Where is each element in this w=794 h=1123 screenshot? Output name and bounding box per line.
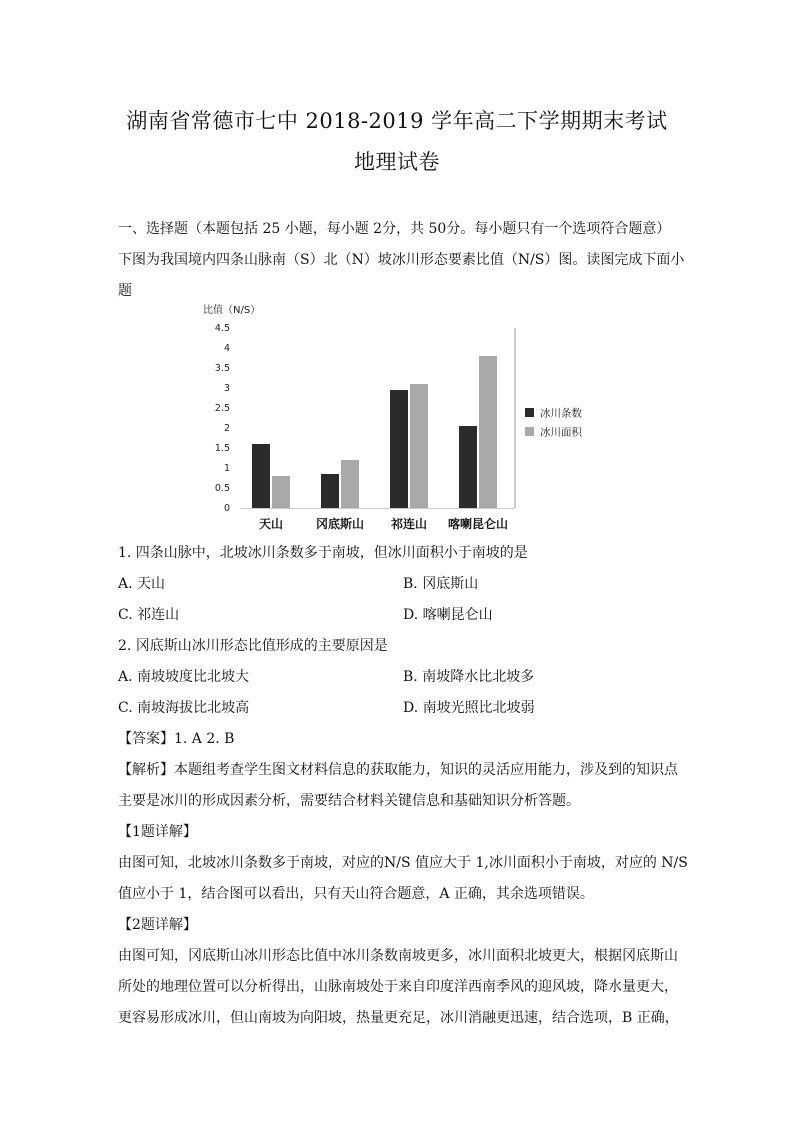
q1-option-a: A. 天山	[118, 576, 166, 592]
section-heading: 一、选择题（本题包括 25 小题，每小题 2分，共 50分。每小题只有一个选项符合题意）	[118, 221, 671, 237]
y-tick-label: 3.5	[214, 363, 230, 374]
question-1-stem: 1. 四条山脉中，北坡冰川条数多于南坡，但冰川面积小于南坡的是	[118, 545, 528, 561]
analysis-line-1: 【解析】本题组考查学生图文材料信息的获取能力，知识的灵活应用能力，涉及到的知识点	[118, 762, 678, 778]
y-tick-label: 2	[223, 423, 230, 434]
legend-swatch	[525, 408, 534, 417]
bar-glacier-area	[341, 460, 359, 508]
q2-option-a: A. 南坡坡度比北坡大	[118, 669, 250, 685]
y-tick-label: 4	[223, 343, 230, 354]
legend-label: 冰川条数	[540, 407, 582, 420]
bar-glacier-count	[252, 444, 270, 508]
analysis-line-2: 主要是冰川的形成因素分析，需要结合材料关键信息和基础知识分析答题。	[118, 793, 580, 809]
detail-2-heading: 【2题详解】	[118, 917, 197, 933]
y-tick-label: 2.5	[214, 403, 230, 414]
y-tick-label: 3	[223, 383, 230, 394]
detail-1-line-2: 值应小于 1，结合图可以看出，只有天山符合题意，A 正确，其余选项错误。	[118, 886, 594, 902]
legend-label: 冰川面积	[540, 426, 582, 439]
bar-glacier-count	[459, 426, 477, 508]
q2-option-b: B. 南坡降水比北坡多	[403, 669, 535, 685]
x-category-label: 冈底斯山	[315, 517, 365, 531]
detail-2-line-3: 更容易形成冰川，但山南坡为向阳坡，热量更充足，冰川消融更迅速，结合选项，B 正确，	[118, 1010, 679, 1026]
x-category-label: 天山	[258, 517, 284, 531]
legend-swatch	[525, 427, 534, 436]
exam-subtitle: 地理试卷	[354, 150, 440, 174]
detail-1-heading: 【1题详解】	[118, 824, 197, 840]
bar-glacier-count	[390, 390, 408, 508]
q2-option-c: C. 南坡海拔比北坡高	[118, 700, 250, 716]
x-category-label: 喀喇昆仑山	[447, 517, 509, 531]
y-tick-label: 0.5	[214, 483, 230, 494]
detail-1-line-1: 由图可知，北坡冰川条数多于南坡，对应的N/S 值应大于 1,冰川面积小于南坡，对应的 N/S	[118, 855, 688, 871]
q1-option-c: C. 祁连山	[118, 607, 180, 623]
q2-option-d: D. 南坡光照比北坡弱	[403, 700, 535, 716]
question-2-stem: 2. 冈底斯山冰川形态比值形成的主要原因是	[118, 638, 388, 654]
answer-line: 【答案】1. A 2. B	[118, 731, 235, 747]
glacier-ratio-bar-chart	[195, 300, 582, 538]
bar-glacier-area	[272, 476, 290, 508]
detail-2-line-1: 由图可知，冈底斯山冰川形态比值中冰川条数南坡更多，冰川面积北坡更大，根据冈底斯山	[118, 948, 678, 964]
exam-title: 湖南省常德市七中 2018-2019 学年高二下学期期末考试	[126, 109, 668, 133]
y-axis-label: 比值（N/S）	[203, 305, 261, 316]
y-tick-label: 1.5	[214, 443, 230, 454]
y-tick-label: 0	[223, 503, 230, 514]
x-category-label: 祁连山	[390, 517, 428, 531]
detail-2-line-2: 所处的地理位置可以分析得出，山脉南坡处于来自印度洋西南季风的迎风坡，降水量更大，	[118, 979, 678, 995]
y-tick-label: 1	[223, 463, 230, 474]
bar-glacier-count	[321, 474, 339, 508]
q1-option-b: B. 冈底斯山	[403, 576, 479, 592]
intro-line-1: 下图为我国境内四条山脉南（S）北（N）坡冰川形态要素比值（N/S）图。读图完成下面小	[118, 252, 685, 268]
bar-glacier-area	[479, 356, 497, 508]
y-tick-label: 4.5	[214, 323, 230, 334]
intro-line-2: 题	[118, 283, 132, 299]
q1-option-d: D. 喀喇昆仑山	[403, 607, 493, 623]
bar-glacier-area	[410, 384, 428, 508]
